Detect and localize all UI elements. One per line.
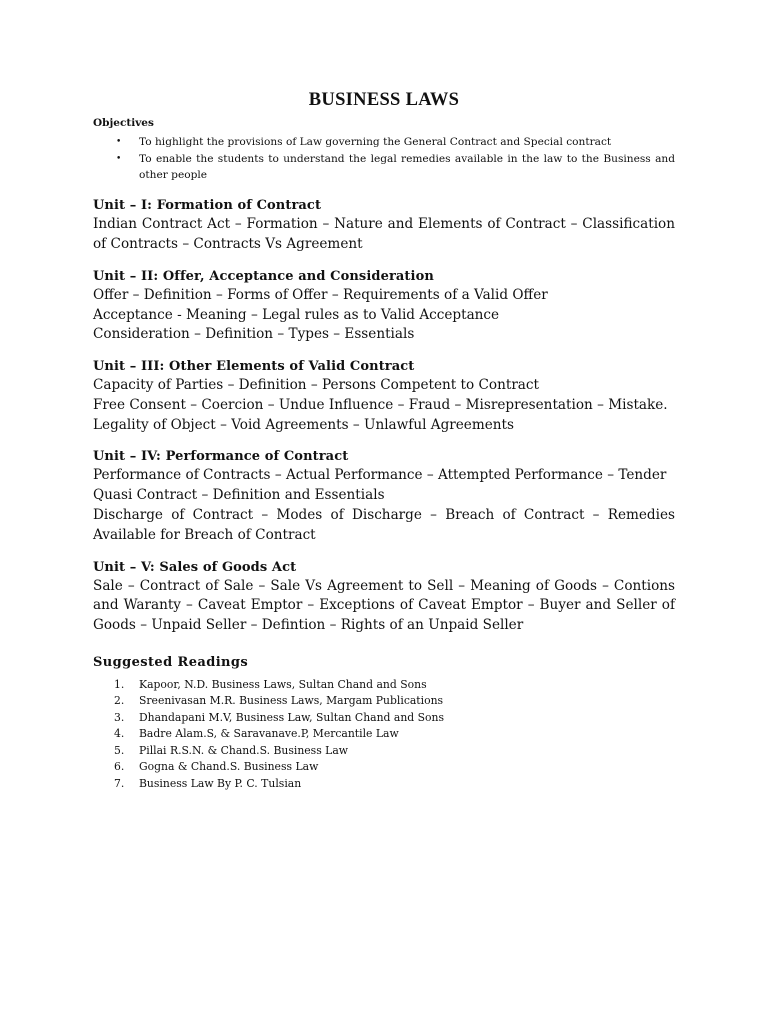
unit-heading: Unit – V: Sales of Goods Act	[93, 559, 297, 575]
reading-number: 5.	[114, 743, 125, 757]
unit-5	[93, 559, 675, 636]
document-title: BUSINESS LAWS	[308, 90, 460, 110]
unit-text: Free Consent – Coercion – Undue Influence – Fraud – Misrepresentation – Mistake.	[93, 396, 668, 413]
reading-text: Badre Alam.S, & Saravanave.P, Mercantile Law	[139, 727, 399, 741]
unit-heading: Unit – II: Offer, Acceptance and Consideration	[93, 268, 434, 284]
reading-text: Pillai R.S.N. & Chand.S. Business Law	[139, 743, 349, 757]
document-page	[93, 88, 675, 792]
objective-item	[116, 134, 675, 151]
unit-heading: Unit – I: Formation of Contract	[93, 198, 322, 214]
unit-4	[93, 448, 675, 545]
objectives-heading: Objectives	[93, 117, 154, 129]
reading-number: 7.	[114, 776, 125, 790]
reading-item	[114, 677, 675, 693]
unit-heading: Unit – III: Other Elements of Valid Contract	[93, 359, 415, 375]
reading-item	[114, 743, 675, 759]
suggested-readings	[93, 654, 675, 792]
reading-text: Kapoor, N.D. Business Laws, Sultan Chand and Sons	[139, 678, 427, 692]
reading-number: 1.	[114, 678, 125, 692]
reading-item	[114, 726, 675, 742]
unit-text: Legality of Object – Void Agreements – Unlawful Agreements	[93, 416, 514, 433]
objective-text: To enable the students to understand the legal remedies available in the law to the Business and other people	[139, 152, 675, 182]
bullet-icon: •	[116, 137, 122, 147]
objective-item	[116, 151, 675, 184]
unit-1	[93, 197, 675, 255]
readings-heading: Suggested Readings	[93, 655, 249, 671]
unit-text: Consideration – Definition – Types – Essentials	[93, 326, 415, 343]
reading-text: Business Law By P. C. Tulsian	[139, 776, 302, 790]
unit-text: Capacity of Parties – Definition – Persons Competent to Contract	[93, 377, 539, 394]
reading-text: Gogna & Chand.S. Business Law	[139, 760, 319, 774]
objective-text: To highlight the provisions of Law governing the General Contract and Special contract	[139, 136, 612, 148]
reading-item	[114, 759, 675, 775]
reading-text: Dhandapani M.V, Business Law, Sultan Chand and Sons	[139, 710, 445, 724]
readings-list	[93, 677, 675, 792]
unit-heading: Unit – IV: Performance of Contract	[93, 449, 349, 465]
unit-text: Acceptance - Meaning – Legal rules as to Valid Acceptance	[93, 306, 500, 323]
unit-text: Indian Contract Act – Formation – Nature and Elements of Contract – Classification of Contracts – Contracts Vs Agreement	[93, 216, 675, 252]
reading-number: 6.	[114, 760, 125, 774]
unit-2	[93, 268, 675, 345]
reading-item	[114, 693, 675, 709]
reading-item	[114, 776, 675, 792]
unit-text: Performance of Contracts – Actual Performance – Attempted Performance – Tender	[93, 467, 667, 484]
unit-text: Discharge of Contract – Modes of Discharge – Breach of Contract – Remedies Available for Breach of Contract	[93, 507, 675, 543]
unit-text: Quasi Contract – Definition and Essentials	[93, 487, 385, 504]
reading-item	[114, 710, 675, 726]
objectives-list	[93, 134, 675, 184]
reading-number: 3.	[114, 710, 125, 724]
unit-text: Offer – Definition – Forms of Offer – Requirements of a Valid Offer	[93, 286, 548, 303]
reading-text: Sreenivasan M.R. Business Laws, Margam Publications	[139, 694, 444, 708]
reading-number: 2.	[114, 694, 125, 708]
bullet-icon: •	[116, 153, 122, 164]
unit-3	[93, 358, 675, 435]
unit-text: Sale – Contract of Sale – Sale Vs Agreement to Sell – Meaning of Goods – Contions and Waranty – Caveat Emptor – Exceptions of Caveat Emptor – Buyer and Seller of Goods – Unpaid Seller – Defintion – Rights of an Unpaid Seller	[93, 577, 675, 634]
reading-number: 4.	[114, 727, 125, 741]
